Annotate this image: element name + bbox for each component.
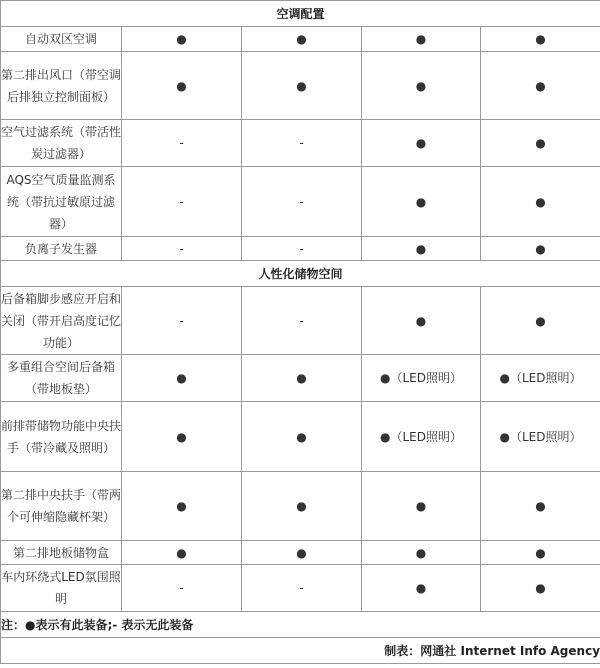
- value-cell: ●: [481, 472, 600, 541]
- feature-name: 后备箱脚步感应开启和关闭（带开启高度记忆功能）: [1, 287, 122, 355]
- value-cell: ●: [481, 120, 600, 167]
- table-row: [1, 472, 600, 541]
- value-cell: ●: [122, 472, 242, 541]
- legend-row: [1, 612, 600, 638]
- feature-name: 车内环绕式LED氛围照明: [1, 565, 122, 612]
- table-row: [1, 52, 600, 120]
- feature-name: 前排带储物功能中央扶手（带冷藏及照明）: [1, 402, 122, 472]
- legend-note: 注：●表示有此装备;- 表示无此装备: [1, 612, 600, 638]
- feature-name: 自动双区空调: [1, 27, 122, 52]
- value-cell: ●: [242, 52, 362, 120]
- value-cell: ●: [481, 237, 600, 261]
- value-cell: ●: [362, 565, 481, 612]
- value-cell: ●: [242, 27, 362, 52]
- value-cell: ●: [481, 27, 600, 52]
- feature-name: 多重组合空间后备箱（带地板垫）: [1, 355, 122, 402]
- section-title: 人性化储物空间: [1, 261, 600, 287]
- feature-name: 负离子发生器: [1, 237, 122, 261]
- value-cell: ●: [481, 287, 600, 355]
- value-cell: ●: [242, 541, 362, 565]
- table-row: [1, 402, 600, 472]
- table-row: [1, 120, 600, 167]
- section-header-row: [1, 261, 600, 287]
- value-cell: ●（LED照明）: [362, 402, 481, 472]
- value-cell: ●: [481, 167, 600, 237]
- value-cell: ●: [122, 52, 242, 120]
- value-cell: ●: [362, 167, 481, 237]
- feature-name: AQS空气质量监测系统（带抗过敏原过滤器）: [1, 167, 122, 237]
- table-credit: 制表：网通社 Internet Info Agency: [1, 638, 600, 664]
- table-row: [1, 565, 600, 612]
- value-cell: ●: [242, 402, 362, 472]
- table-row: [1, 541, 600, 565]
- feature-name: 第二排出风口（带空调后排独立控制面板）: [1, 52, 122, 120]
- value-cell: -: [242, 565, 362, 612]
- value-cell: -: [122, 237, 242, 261]
- value-cell: -: [122, 287, 242, 355]
- value-cell: -: [122, 565, 242, 612]
- value-cell: ●: [362, 237, 481, 261]
- table-row: [1, 27, 600, 52]
- value-cell: ●: [362, 120, 481, 167]
- table-row: [1, 167, 600, 237]
- section-title: 空调配置: [1, 1, 600, 27]
- value-cell: ●: [122, 27, 242, 52]
- table-row: [1, 237, 600, 261]
- value-cell: ●: [362, 472, 481, 541]
- value-cell: ●: [362, 287, 481, 355]
- value-cell: ●: [362, 541, 481, 565]
- value-cell: ●: [362, 27, 481, 52]
- section-header-row: [1, 1, 600, 27]
- feature-name: 第二排中央扶手（带两个可伸缩隐藏杯架）: [1, 472, 122, 541]
- value-cell: ●: [122, 355, 242, 402]
- value-cell: ●: [362, 52, 481, 120]
- value-cell: ●: [242, 472, 362, 541]
- value-cell: ●: [481, 565, 600, 612]
- value-cell: -: [242, 287, 362, 355]
- value-cell: -: [242, 237, 362, 261]
- credit-row: [1, 638, 600, 664]
- value-cell: -: [122, 167, 242, 237]
- value-cell: ●: [481, 52, 600, 120]
- table-row: [1, 355, 600, 402]
- table-row: [1, 287, 600, 355]
- value-cell: ●: [122, 402, 242, 472]
- feature-name: 第二排地板储物盒: [1, 541, 122, 565]
- value-cell: -: [242, 120, 362, 167]
- value-cell: ●（LED照明）: [481, 355, 600, 402]
- value-cell: ●: [242, 355, 362, 402]
- value-cell: ●（LED照明）: [362, 355, 481, 402]
- value-cell: ●（LED照明）: [481, 402, 600, 472]
- feature-name: 空气过滤系统（带活性炭过滤器）: [1, 120, 122, 167]
- value-cell: -: [122, 120, 242, 167]
- value-cell: ●: [122, 541, 242, 565]
- value-cell: -: [242, 167, 362, 237]
- value-cell: ●: [481, 541, 600, 565]
